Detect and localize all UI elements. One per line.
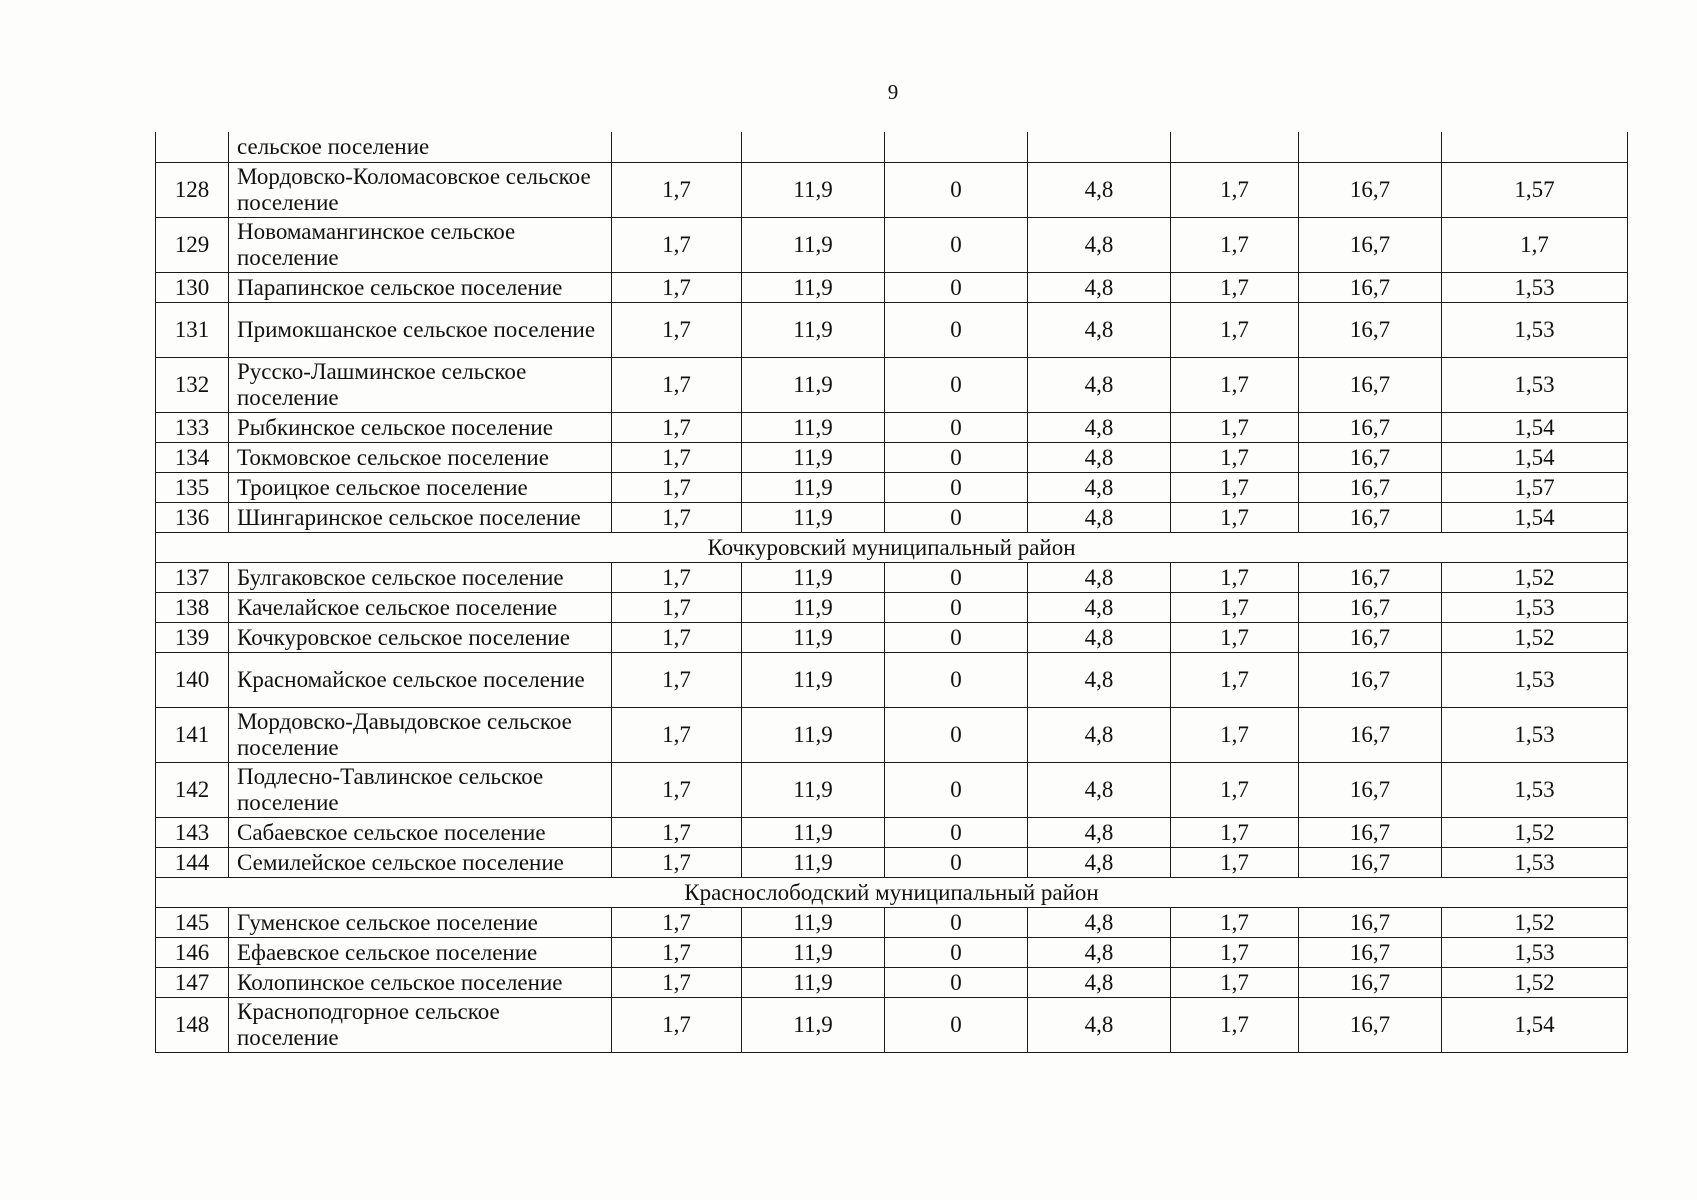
value-cell: 16,7 [1299, 303, 1442, 358]
value-cell: 11,9 [742, 503, 885, 533]
row-number-cell [156, 132, 229, 163]
value-cell: 1,7 [1171, 938, 1299, 968]
settlement-name-cell: Примокшанское сельское поселение [229, 303, 612, 358]
value-cell: 16,7 [1299, 708, 1442, 763]
value-cell: 1,7 [612, 273, 742, 303]
table-row [156, 563, 1628, 593]
value-cell: 1,7 [612, 998, 742, 1053]
value-cell [1442, 132, 1628, 163]
settlement-name-cell: Подлесно-Тавлинское сельское поселение [229, 763, 612, 818]
settlement-name-cell: Семилейское сельское поселение [229, 848, 612, 878]
value-cell: 1,52 [1442, 818, 1628, 848]
table-row [156, 623, 1628, 653]
value-cell: 16,7 [1299, 503, 1442, 533]
value-cell: 11,9 [742, 473, 885, 503]
value-cell: 1,52 [1442, 563, 1628, 593]
value-cell: 16,7 [1299, 413, 1442, 443]
settlement-name-cell: Русско-Лашминское сельское поселение [229, 358, 612, 413]
value-cell: 1,54 [1442, 503, 1628, 533]
value-cell: 0 [885, 653, 1028, 708]
table-row [156, 303, 1628, 358]
value-cell: 1,52 [1442, 968, 1628, 998]
value-cell [885, 132, 1028, 163]
value-cell: 0 [885, 443, 1028, 473]
value-cell: 4,8 [1028, 443, 1171, 473]
value-cell: 1,7 [612, 503, 742, 533]
value-cell: 1,7 [1171, 563, 1299, 593]
value-cell: 1,7 [1171, 708, 1299, 763]
row-number-cell: 148 [156, 998, 229, 1053]
value-cell: 11,9 [742, 818, 885, 848]
value-cell: 11,9 [742, 218, 885, 273]
settlement-name-cell: Мордовско-Коломасовское сельское поселение [229, 163, 612, 218]
value-cell: 11,9 [742, 358, 885, 413]
row-number-cell: 129 [156, 218, 229, 273]
value-cell: 4,8 [1028, 968, 1171, 998]
value-cell: 1,7 [1171, 163, 1299, 218]
value-cell: 16,7 [1299, 938, 1442, 968]
value-cell: 11,9 [742, 653, 885, 708]
value-cell: 1,7 [612, 938, 742, 968]
settlement-name-cell: Кочкуровское сельское поселение [229, 623, 612, 653]
row-number-cell: 135 [156, 473, 229, 503]
value-cell: 4,8 [1028, 413, 1171, 443]
value-cell: 11,9 [742, 563, 885, 593]
value-cell: 11,9 [742, 938, 885, 968]
value-cell: 1,7 [612, 443, 742, 473]
row-number-cell: 131 [156, 303, 229, 358]
district-name: Краснослободский муниципальный район [156, 878, 1628, 908]
value-cell: 1,7 [1171, 503, 1299, 533]
row-number-cell: 144 [156, 848, 229, 878]
district-header-row [156, 533, 1628, 563]
value-cell: 1,7 [612, 358, 742, 413]
value-cell: 1,7 [1171, 273, 1299, 303]
table-row [156, 358, 1628, 413]
settlement-name-cell: Новомамангинское сельское поселение [229, 218, 612, 273]
value-cell: 1,7 [612, 968, 742, 998]
table-row-continuation [156, 132, 1628, 163]
value-cell: 1,7 [612, 708, 742, 763]
value-cell: 1,7 [1171, 908, 1299, 938]
table-row [156, 218, 1628, 273]
settlement-name-cell: Качелайское сельское поселение [229, 593, 612, 623]
row-number-cell: 143 [156, 818, 229, 848]
value-cell: 1,53 [1442, 653, 1628, 708]
value-cell: 1,7 [612, 818, 742, 848]
value-cell: 4,8 [1028, 708, 1171, 763]
value-cell: 16,7 [1299, 623, 1442, 653]
value-cell: 0 [885, 593, 1028, 623]
table-row [156, 708, 1628, 763]
row-number-cell: 145 [156, 908, 229, 938]
value-cell: 4,8 [1028, 218, 1171, 273]
value-cell: 0 [885, 413, 1028, 443]
value-cell: 0 [885, 303, 1028, 358]
value-cell: 16,7 [1299, 763, 1442, 818]
settlement-name-cell: Мордовско-Давыдовское сельское поселение [229, 708, 612, 763]
settlement-name-cell: Токмовское сельское поселение [229, 443, 612, 473]
value-cell: 16,7 [1299, 848, 1442, 878]
value-cell: 4,8 [1028, 998, 1171, 1053]
value-cell: 16,7 [1299, 273, 1442, 303]
value-cell: 4,8 [1028, 653, 1171, 708]
value-cell: 1,54 [1442, 413, 1628, 443]
table-row [156, 653, 1628, 708]
table-row [156, 818, 1628, 848]
value-cell: 1,7 [1171, 848, 1299, 878]
value-cell: 1,7 [612, 908, 742, 938]
value-cell: 4,8 [1028, 503, 1171, 533]
value-cell: 0 [885, 968, 1028, 998]
value-cell: 0 [885, 908, 1028, 938]
row-number-cell: 140 [156, 653, 229, 708]
value-cell: 1,7 [612, 218, 742, 273]
row-number-cell: 130 [156, 273, 229, 303]
value-cell: 0 [885, 848, 1028, 878]
value-cell: 4,8 [1028, 563, 1171, 593]
value-cell: 1,7 [1171, 968, 1299, 998]
settlement-name-cell: сельское поселение [229, 132, 612, 163]
value-cell: 1,7 [1171, 303, 1299, 358]
value-cell: 0 [885, 818, 1028, 848]
value-cell: 16,7 [1299, 473, 1442, 503]
district-header-row [156, 878, 1628, 908]
value-cell: 1,53 [1442, 708, 1628, 763]
table-row [156, 443, 1628, 473]
value-cell: 0 [885, 998, 1028, 1053]
value-cell: 1,7 [612, 593, 742, 623]
row-number-cell: 138 [156, 593, 229, 623]
value-cell: 11,9 [742, 273, 885, 303]
table-row [156, 848, 1628, 878]
value-cell: 1,7 [1171, 443, 1299, 473]
value-cell: 1,7 [1171, 358, 1299, 413]
row-number-cell: 136 [156, 503, 229, 533]
value-cell: 1,7 [1171, 818, 1299, 848]
table-row [156, 163, 1628, 218]
row-number-cell: 147 [156, 968, 229, 998]
value-cell: 1,53 [1442, 303, 1628, 358]
row-number-cell: 146 [156, 938, 229, 968]
value-cell: 1,53 [1442, 763, 1628, 818]
table-row [156, 908, 1628, 938]
value-cell: 1,7 [612, 413, 742, 443]
value-cell: 0 [885, 163, 1028, 218]
value-cell: 0 [885, 708, 1028, 763]
value-cell: 4,8 [1028, 273, 1171, 303]
value-cell: 0 [885, 358, 1028, 413]
settlement-name-cell: Красномайское сельское поселение [229, 653, 612, 708]
value-cell: 4,8 [1028, 848, 1171, 878]
value-cell: 4,8 [1028, 163, 1171, 218]
value-cell: 16,7 [1299, 998, 1442, 1053]
value-cell: 0 [885, 503, 1028, 533]
value-cell: 11,9 [742, 708, 885, 763]
value-cell: 1,7 [612, 163, 742, 218]
value-cell: 16,7 [1299, 563, 1442, 593]
value-cell: 1,7 [612, 563, 742, 593]
value-cell: 0 [885, 218, 1028, 273]
value-cell: 4,8 [1028, 763, 1171, 818]
value-cell: 16,7 [1299, 593, 1442, 623]
value-cell: 11,9 [742, 848, 885, 878]
table-row [156, 968, 1628, 998]
value-cell: 4,8 [1028, 358, 1171, 413]
value-cell [1299, 132, 1442, 163]
row-number-cell: 133 [156, 413, 229, 443]
table-body [156, 132, 1628, 1053]
value-cell: 16,7 [1299, 358, 1442, 413]
value-cell: 11,9 [742, 163, 885, 218]
row-number-cell: 142 [156, 763, 229, 818]
value-cell: 0 [885, 938, 1028, 968]
settlement-name-cell: Красноподгорное сельское поселение [229, 998, 612, 1053]
value-cell: 1,7 [1171, 763, 1299, 818]
value-cell: 11,9 [742, 593, 885, 623]
table-row [156, 503, 1628, 533]
value-cell: 0 [885, 623, 1028, 653]
value-cell: 1,53 [1442, 938, 1628, 968]
table-row [156, 593, 1628, 623]
value-cell: 4,8 [1028, 623, 1171, 653]
value-cell: 1,7 [1171, 653, 1299, 708]
value-cell: 1,7 [1442, 218, 1628, 273]
value-cell: 1,53 [1442, 273, 1628, 303]
settlement-name-cell: Булгаковское сельское поселение [229, 563, 612, 593]
value-cell: 1,7 [612, 653, 742, 708]
row-number-cell: 137 [156, 563, 229, 593]
table-row [156, 763, 1628, 818]
value-cell: 4,8 [1028, 938, 1171, 968]
value-cell: 16,7 [1299, 653, 1442, 708]
settlement-name-cell: Рыбкинское сельское поселение [229, 413, 612, 443]
value-cell: 1,7 [1171, 623, 1299, 653]
table-row [156, 273, 1628, 303]
value-cell: 16,7 [1299, 908, 1442, 938]
page-number: 9 [887, 80, 899, 104]
value-cell: 1,7 [1171, 998, 1299, 1053]
value-cell: 1,54 [1442, 998, 1628, 1053]
value-cell: 1,7 [1171, 593, 1299, 623]
value-cell: 1,52 [1442, 908, 1628, 938]
row-number-cell: 139 [156, 623, 229, 653]
settlement-name-cell: Гуменское сельское поселение [229, 908, 612, 938]
value-cell: 16,7 [1299, 218, 1442, 273]
table-row [156, 473, 1628, 503]
value-cell: 4,8 [1028, 303, 1171, 358]
value-cell: 1,7 [612, 473, 742, 503]
value-cell: 1,7 [1171, 473, 1299, 503]
value-cell: 0 [885, 763, 1028, 818]
settlement-name-cell: Шингаринское сельское поселение [229, 503, 612, 533]
value-cell: 1,57 [1442, 163, 1628, 218]
row-number-cell: 134 [156, 443, 229, 473]
table-row [156, 998, 1628, 1053]
table-row [156, 413, 1628, 443]
value-cell: 4,8 [1028, 473, 1171, 503]
value-cell: 1,53 [1442, 358, 1628, 413]
settlements-table [155, 132, 1628, 1053]
value-cell: 4,8 [1028, 593, 1171, 623]
value-cell [1028, 132, 1171, 163]
value-cell: 4,8 [1028, 818, 1171, 848]
value-cell: 1,7 [612, 303, 742, 358]
row-number-cell: 128 [156, 163, 229, 218]
table-row [156, 938, 1628, 968]
settlement-name-cell: Колопинское сельское поселение [229, 968, 612, 998]
value-cell: 0 [885, 473, 1028, 503]
value-cell: 11,9 [742, 623, 885, 653]
value-cell: 11,9 [742, 413, 885, 443]
value-cell: 1,7 [1171, 413, 1299, 443]
settlement-name-cell: Сабаевское сельское поселение [229, 818, 612, 848]
settlement-name-cell: Ефаевское сельское поселение [229, 938, 612, 968]
value-cell: 1,7 [1171, 218, 1299, 273]
value-cell: 16,7 [1299, 443, 1442, 473]
value-cell: 11,9 [742, 908, 885, 938]
settlement-name-cell: Парапинское сельское поселение [229, 273, 612, 303]
settlement-name-cell: Троицкое сельское поселение [229, 473, 612, 503]
value-cell: 16,7 [1299, 818, 1442, 848]
value-cell: 0 [885, 563, 1028, 593]
value-cell: 11,9 [742, 303, 885, 358]
value-cell: 1,7 [612, 848, 742, 878]
value-cell: 1,53 [1442, 593, 1628, 623]
value-cell: 1,53 [1442, 848, 1628, 878]
row-number-cell: 132 [156, 358, 229, 413]
value-cell: 11,9 [742, 998, 885, 1053]
district-name: Кочкуровский муниципальный район [156, 533, 1628, 563]
row-number-cell: 141 [156, 708, 229, 763]
value-cell: 1,57 [1442, 473, 1628, 503]
value-cell: 1,7 [612, 763, 742, 818]
value-cell [612, 132, 742, 163]
value-cell: 16,7 [1299, 163, 1442, 218]
value-cell: 1,7 [612, 623, 742, 653]
value-cell: 11,9 [742, 968, 885, 998]
value-cell: 4,8 [1028, 908, 1171, 938]
value-cell: 1,54 [1442, 443, 1628, 473]
value-cell: 16,7 [1299, 968, 1442, 998]
value-cell: 1,52 [1442, 623, 1628, 653]
value-cell [1171, 132, 1299, 163]
value-cell [742, 132, 885, 163]
value-cell: 11,9 [742, 443, 885, 473]
value-cell: 0 [885, 273, 1028, 303]
value-cell: 11,9 [742, 763, 885, 818]
